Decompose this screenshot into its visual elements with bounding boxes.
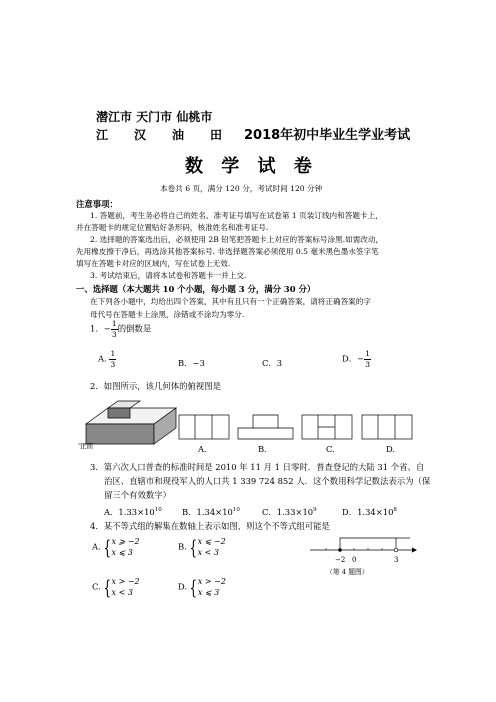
option-label: A. <box>98 353 107 364</box>
q3-option-c <box>262 506 317 518</box>
q4-option-c: C. { x > −2 x < 3 <box>92 575 140 599</box>
q3-option-d <box>342 506 397 518</box>
tick-label-3: 3 <box>394 556 399 564</box>
q1-suffix: 的倒数是 <box>117 323 152 334</box>
city-char: 江 <box>96 128 109 142</box>
ineq-1: x > −2 <box>197 577 226 586</box>
ineq-1: x > −2 <box>111 577 140 586</box>
option-label: D．− <box>342 353 365 364</box>
option-label: C. <box>92 581 101 592</box>
q1-fraction <box>111 320 118 338</box>
city-char: 汉 <box>134 128 147 142</box>
header-cities-2 <box>96 126 222 143</box>
option-label: A. <box>92 541 101 552</box>
frac-num: 1 <box>365 349 370 358</box>
city-char: 油 <box>172 128 185 142</box>
option-exp: 8 <box>393 507 397 514</box>
q3-option-a <box>104 506 162 518</box>
notes-heading: 注意事项： <box>76 199 118 209</box>
q1-option-c: C．3 <box>262 358 283 368</box>
q2-front-label: 正面 <box>80 442 93 450</box>
frac-den: 3 <box>111 329 117 339</box>
frac-den: 3 <box>365 359 370 369</box>
q2-label-a: A. <box>198 444 207 454</box>
option-text: B．1.34×10 <box>182 507 233 517</box>
frac-den: 3 <box>110 359 116 369</box>
q2-options-figures <box>178 412 414 442</box>
q2-label-b: B. <box>258 444 267 454</box>
ineq-1: x ⩽ −2 <box>197 537 226 546</box>
tick-label-0: 0 <box>352 556 357 564</box>
exam-title: 2018年初中毕业生学业考试 <box>244 128 411 143</box>
ineq-1: x ⩾ −2 <box>111 537 140 546</box>
option-fraction <box>109 350 116 368</box>
note-3: 3. 考试结束后，请将本试卷和答题卡一并上交. <box>90 271 247 280</box>
ineq-2: x < 3 <box>111 588 133 597</box>
q1-option-b: B．−3 <box>178 358 205 368</box>
option-text: A．1.33×10 <box>104 507 155 517</box>
ineq-2: x < 3 <box>197 548 219 557</box>
section-title: 一、选择题（本大题共 10 个小题，每小题 3 分，满分 30 分） <box>76 284 316 294</box>
q2-figure-b <box>238 415 293 439</box>
q4-option-d: D. { x > −2 x ⩽ 3 <box>178 575 226 599</box>
q4-figure-caption: （第 4 题图） <box>326 568 369 576</box>
q1-num: 1． <box>90 323 104 334</box>
option-exp: 9 <box>313 507 317 514</box>
city-char: 田 <box>210 128 223 142</box>
frac-num: 1 <box>111 319 117 328</box>
ineq-2: x ⩽ 3 <box>197 588 220 597</box>
question-2-stem: 2．如图所示，该几何体的俯视图是 <box>90 381 221 391</box>
note-1b: 并在答题卡的规定位置贴好条形码，核准姓名和准考证号. <box>76 223 269 232</box>
question-3-line-3: 留三个有效数字） <box>104 490 171 500</box>
note-2b: 先用橡皮擦干净后，再选涂其他答案标号. 非选择题答案必须使用 0.5 毫米黑色墨水签字笔 <box>76 247 379 256</box>
question-3-line-1: 3．第六次人口普查的标准时间是 2010 年 11 月 1 日零时．普查登记的大陆 31 个省、自 <box>90 462 425 472</box>
question-4-stem: 4．某不等式组的解集在数轴上表示如图，则这个不等式组可能是 <box>90 521 330 531</box>
frac-num: 1 <box>110 349 116 358</box>
ineq-2: x ⩽ 3 <box>111 548 133 557</box>
question-3-line-2: 治区、直辖市和现役军人的人口共 1 339 724 852 人．这个数用科学记数法表示为（保 <box>104 476 431 486</box>
q2-label-d: D. <box>386 444 396 454</box>
option-label: B. <box>178 541 187 552</box>
note-2c: 填写在答题卡对应的区域内，写在试卷上无效. <box>76 259 231 268</box>
note-2a: 2. 选择题的答案选出后，必须使用 2B 铅笔把答题卡上对应的答案标号涂黑.如需改动， <box>90 235 384 244</box>
tick-label-neg2: −2 <box>335 556 346 564</box>
q2-solid-figure <box>78 394 180 452</box>
subject-title: 数 学 试 卷 <box>185 156 318 177</box>
section-instr-2: 母代号在答题卡上涂黑，涂错或不涂均为零分. <box>90 310 245 319</box>
q2-label-c: C. <box>326 444 335 454</box>
option-exp: 10 <box>232 507 240 514</box>
option-fraction <box>364 350 371 368</box>
q2-figure-a <box>179 415 229 439</box>
exam-info: 本卷共 6 页，满分 120 分，考试时间 120 分钟 <box>160 184 323 193</box>
q1-option-d <box>342 350 371 368</box>
q4-option-b: B. { x ⩽ −2 x < 3 <box>178 535 226 559</box>
q2-figure-d <box>362 415 412 439</box>
q4-number-line <box>308 530 418 570</box>
q1-neg: − <box>103 323 111 334</box>
note-1a: 1. 答题前，考生务必将自己的姓名、准考证号填写在试卷第 1 页装订线内和答题卡上， <box>90 211 383 220</box>
header-cities: 潜江市 天门市 仙桃市 <box>96 110 213 124</box>
option-text: C．1.33×10 <box>262 507 314 517</box>
q3-option-b <box>182 506 240 518</box>
q2-figure-c <box>302 415 352 439</box>
q4-option-a: A. { x ⩾ −2 x ⩽ 3 <box>92 535 140 559</box>
option-label: D. <box>178 581 188 592</box>
question-1-stem <box>90 320 151 338</box>
section-instr-1: 在下列各小题中，均给出四个答案，其中有且只有一个正确答案，请将正确答案的字 <box>90 297 371 306</box>
option-exp: 10 <box>154 507 162 514</box>
option-text: D．1.34×10 <box>342 507 394 517</box>
q1-option-a <box>98 350 116 368</box>
